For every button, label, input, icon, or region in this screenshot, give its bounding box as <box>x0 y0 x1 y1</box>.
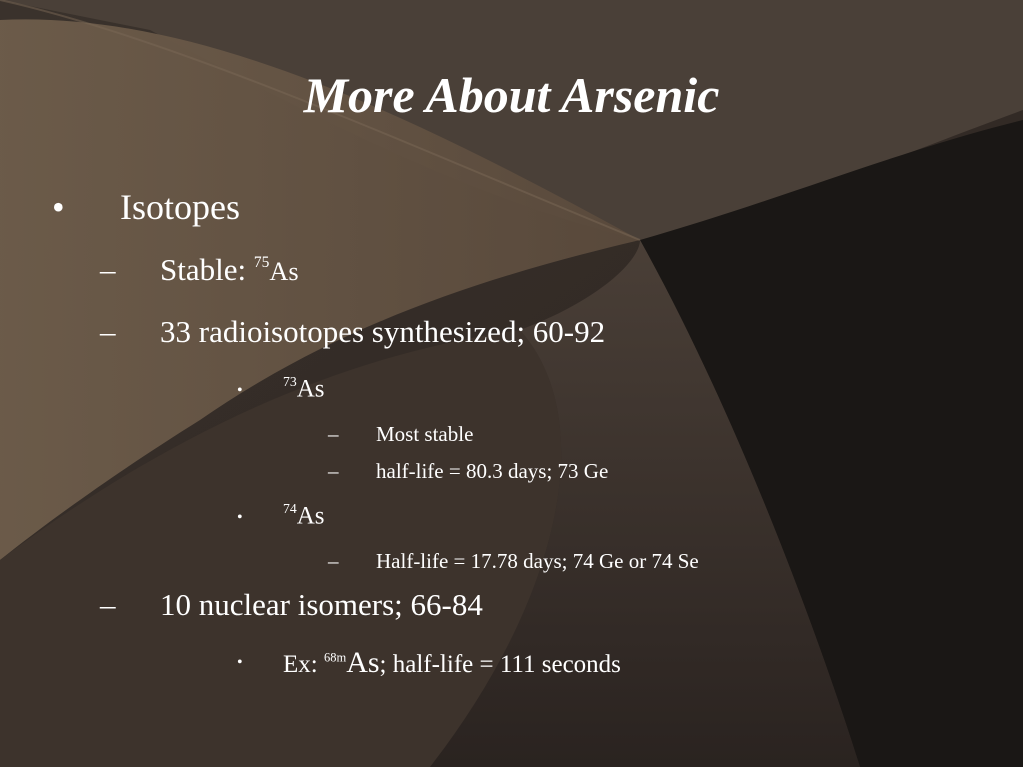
stable-text <box>160 252 299 288</box>
isomers-text: 10 nuclear isomers; 66-84 <box>160 587 483 622</box>
isotopes-heading: Isotopes <box>120 187 240 227</box>
bullet-marker: • <box>52 187 65 227</box>
example-suffix: ; half-life = 111 seconds <box>379 651 621 678</box>
dash-marker: – <box>328 422 339 446</box>
dash-marker: – <box>100 252 116 287</box>
as73-detail-text: Most stable <box>376 422 474 446</box>
as73-label <box>283 374 325 403</box>
as73-mass-number: 73 <box>283 374 297 389</box>
example-mass-number: 68m <box>323 650 347 665</box>
dash-marker: – <box>328 459 339 483</box>
as74-detail-text: Half-life = 17.78 days; 74 Ge or 74 Se <box>376 549 699 573</box>
as73-detail-text: half-life = 80.3 days; 73 Ge <box>376 459 609 483</box>
example-symbol: As <box>346 646 380 679</box>
as73-symbol: As <box>296 375 325 403</box>
dash-marker: – <box>328 549 339 573</box>
example-text <box>283 646 621 680</box>
as74-label <box>283 501 325 530</box>
dash-marker: – <box>100 587 116 622</box>
slide-title: More About Arsenic <box>303 67 720 123</box>
stable-symbol: As <box>269 257 299 286</box>
example-prefix: Ex: <box>283 651 318 678</box>
stable-mass-number: 75 <box>253 253 270 271</box>
as74-symbol: As <box>296 502 325 530</box>
dash-marker: – <box>100 314 116 349</box>
as74-mass-number: 74 <box>283 501 297 516</box>
radioisotopes-text: 33 radioisotopes synthesized; 60-92 <box>160 314 606 349</box>
bullet-marker: • <box>237 654 243 671</box>
stable-label: Stable: <box>160 252 247 287</box>
bullet-marker: • <box>237 509 243 526</box>
bullet-marker: • <box>237 382 243 399</box>
